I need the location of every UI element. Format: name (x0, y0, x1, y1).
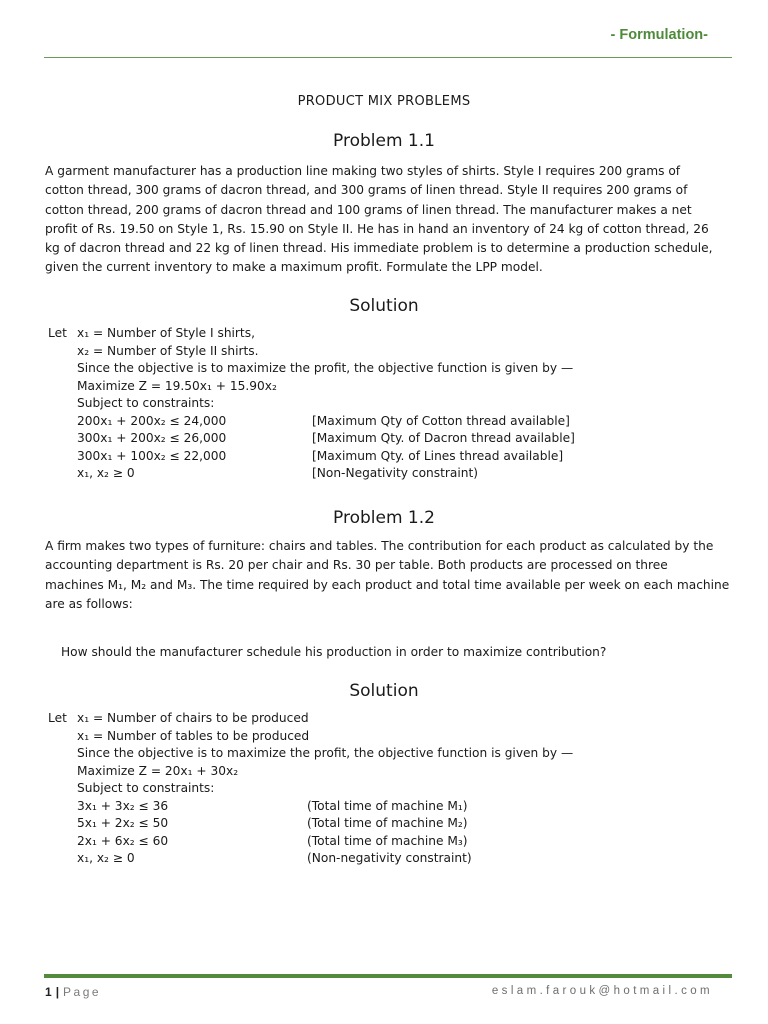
header-divider (44, 57, 732, 58)
constraint-expression: 200x₁ + 200x₂ ≤ 24,000 (77, 413, 227, 428)
objective-statement: Since the objective is to maximize the profit, the objective function is given by — (77, 361, 574, 375)
constraint-note: (Total time of machine M₂) (307, 816, 468, 830)
solution-2-heading: Solution (349, 681, 419, 701)
document-title: PRODUCT MIX PROBLEMS (297, 94, 471, 109)
constraint-note: (Total time of machine M₁) (307, 798, 468, 813)
text-line: are as follows: (45, 596, 133, 611)
constraints-label: Subject to constraints: (77, 781, 215, 795)
header-title: - Formulation- (610, 27, 708, 43)
footer-email: eslam.farouk@hotmail.com (491, 985, 713, 997)
solution-1-heading: Solution (349, 296, 419, 316)
text-line: given the current inventory to make a maximum profit. Formulate the LPP model. (45, 260, 543, 275)
text-line: cotton thread, 200 grams of dacron thread and 100 grams of linen thread. The manufacturer makes a net (45, 202, 692, 217)
text-line: A garment manufacturer has a production line making two styles of shirts. Style I requires 200 grams of (45, 164, 681, 178)
page-label: Page (63, 985, 102, 999)
problem-1-2-heading: Problem 1.2 (333, 508, 435, 528)
solution-1-body (48, 325, 738, 483)
page-number: 1 (45, 985, 52, 999)
problem-1-1-text (45, 162, 735, 278)
constraint-expression: x₁, x₂ ≥ 0 (77, 466, 135, 480)
text-line: accounting department is Rs. 20 per chair and Rs. 30 per table. Both products are processed on three (45, 558, 668, 573)
constraint-note: (Total time of machine M₃) (307, 833, 468, 848)
variable-definition: x₁ = Number of chairs to be produced (77, 711, 309, 725)
problem-1-2-text (45, 537, 735, 614)
constraint-expression: 300x₁ + 200x₂ ≤ 26,000 (77, 431, 227, 445)
constraint-note: [Maximum Qty. of Dacron thread available] (312, 431, 575, 445)
variable-definition: x₂ = Number of Style II shirts. (77, 343, 259, 358)
constraint-note: [Non-Negativity constraint) (312, 466, 479, 480)
constraint-expression: 2x₁ + 6x₂ ≤ 60 (77, 833, 169, 848)
text-line: profit of Rs. 19.50 on Style 1, Rs. 15.90 on Style II. He has in hand an inventory of 24 kg of cotton thread, 26 (45, 221, 709, 236)
text-line: cotton thread, 300 grams of dacron thread, and 300 grams of linen thread. Style II requires 200 grams of (45, 183, 688, 198)
constraint-note: [Maximum Qty of Cotton thread available] (312, 413, 570, 428)
text-line: kg of dacron thread and 22 kg of linen thread. His immediate problem is to determine a production schedule, (45, 241, 713, 256)
constraint-expression: 5x₁ + 2x₂ ≤ 50 (77, 816, 169, 830)
footer-divider (44, 974, 732, 978)
page-separator: | (55, 985, 60, 999)
problem-1-2-question: How should the manufacturer schedule his production in order to maximize contribution? (61, 645, 607, 659)
objective-statement: Since the objective is to maximize the profit, the objective function is given by — (77, 746, 574, 760)
text-line: A firm makes two types of furniture: chairs and tables. The contribution for each product as calculated by the (45, 539, 714, 553)
constraint-expression: 300x₁ + 100x₂ ≤ 22,000 (77, 448, 227, 463)
variable-definition: x₁ = Number of Style I shirts, (77, 326, 255, 340)
let-label: Let (48, 326, 67, 340)
constraint-note: (Non-negativity constraint) (307, 851, 472, 865)
objective-function: Maximize Z = 20x₁ + 30x₂ (77, 763, 239, 778)
problem-1-1-heading: Problem 1.1 (333, 131, 435, 151)
let-label: Let (48, 711, 67, 725)
constraint-expression: x₁, x₂ ≥ 0 (77, 851, 135, 865)
constraint-note: [Maximum Qty. of Lines thread available] (312, 448, 564, 463)
text-line: machines M₁, M₂ and M₃. The time required by each product and total time available per week on each machine (45, 577, 730, 592)
objective-function: Maximize Z = 19.50x₁ + 15.90x₂ (77, 378, 277, 393)
variable-definition: x₁ = Number of tables to be produced (77, 728, 310, 743)
constraints-label: Subject to constraints: (77, 396, 215, 410)
constraint-expression: 3x₁ + 3x₂ ≤ 36 (77, 798, 169, 813)
solution-2-body (48, 710, 738, 868)
page-indicator (45, 985, 101, 999)
